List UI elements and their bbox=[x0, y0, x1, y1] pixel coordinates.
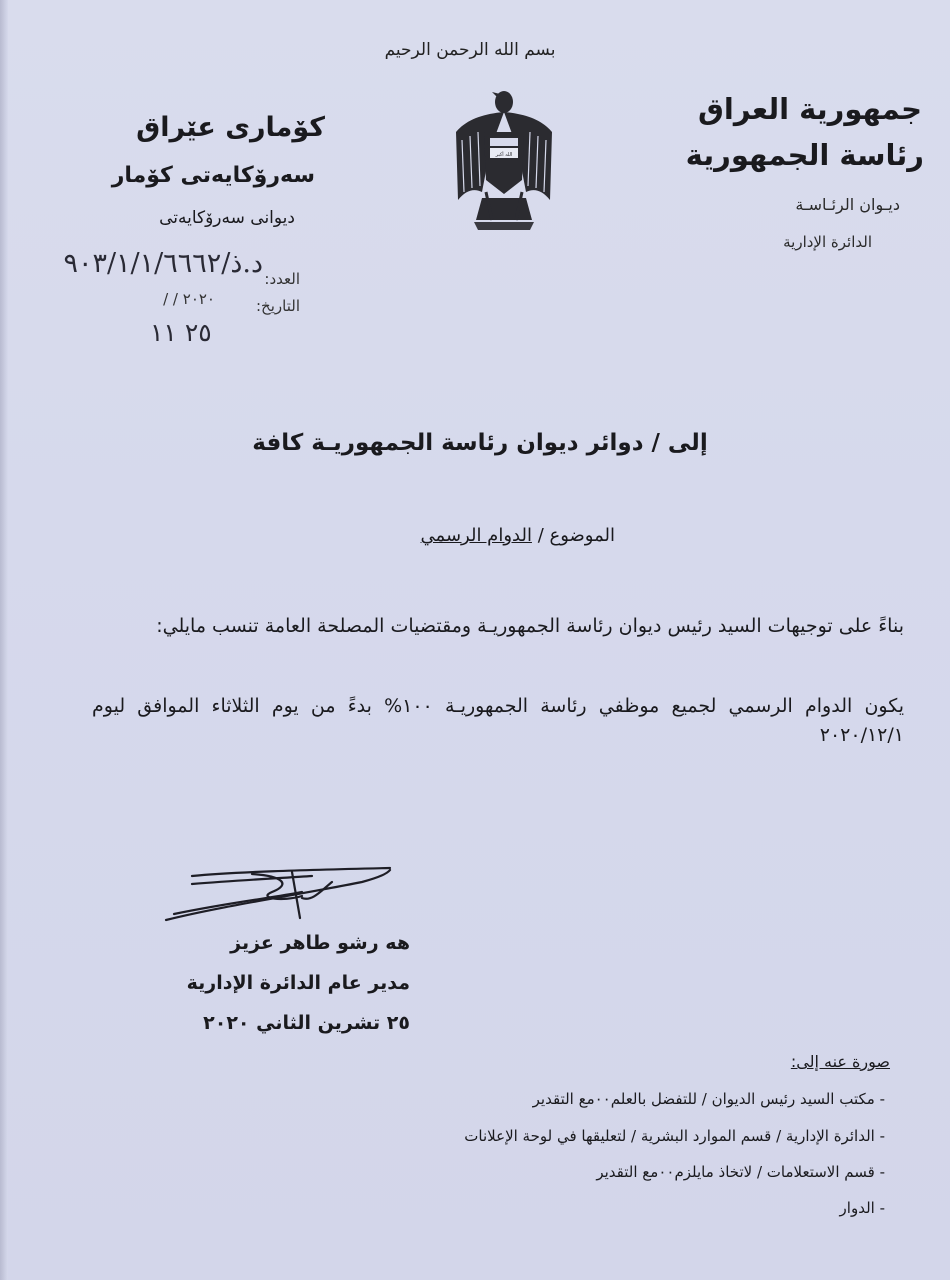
kurdish-header-presidency: سەرۆكایەتی كۆمار bbox=[111, 163, 315, 188]
arabic-header-country: جمهورية العراق bbox=[697, 92, 922, 126]
kurdish-header-diwan: دیوانی سەرۆكایەتی bbox=[159, 208, 295, 228]
copies-heading: صورة عنه إلى: bbox=[790, 1052, 890, 1071]
copies-list-item: - قسم الاستعلامات / لاتخاذ مايلزم٠٠مع التقدير bbox=[596, 1163, 885, 1181]
reference-date-handwritten: ٢٥ ١١ bbox=[150, 318, 212, 347]
subject-label: الموضوع / bbox=[537, 525, 615, 546]
reference-number-handwritten: د.ذ/٩٠٣/١/١/٦٦٦٢ bbox=[63, 248, 263, 279]
body-paragraph-1: بناءً على توجيهات السيد رئيس ديوان رئاسة الجمهوريـة ومقتضيات المصلحة العامة تنسب مايلي: bbox=[156, 615, 904, 637]
handwritten-signature bbox=[162, 862, 394, 930]
subject-line bbox=[360, 525, 615, 546]
addressee-line: إلى / دوائر ديوان رئاسة الجمهوريـة كافة bbox=[252, 430, 708, 456]
signature-date: ٢٥ تشرين الثاني ٢٠٢٠ bbox=[203, 1012, 410, 1034]
paper-shadow-edge bbox=[0, 0, 8, 1280]
signatory-title: مدير عام الدائرة الإدارية bbox=[186, 972, 410, 994]
arabic-header-presidency: رئاسة الجمهورية bbox=[685, 138, 924, 172]
copies-list-item: - الدائرة الإدارية / قسم الموارد البشرية / لتعليقها في لوحة الإعلانات bbox=[464, 1127, 885, 1145]
signatory-name: هه رشو طاهر عزيز bbox=[230, 932, 410, 954]
arabic-header-department: الدائرة الإدارية bbox=[783, 233, 872, 251]
reference-date-label: التاريخ: bbox=[256, 297, 300, 315]
copies-list-item: - مكتب السيد رئيس الديوان / للتفضل بالعلم٠٠مع التقدير bbox=[532, 1090, 885, 1108]
subject-text: الدوام الرسمي bbox=[420, 525, 532, 546]
arabic-header-diwan: ديـوان الرئـاسـة bbox=[795, 195, 900, 214]
copies-list-item: - الدوار bbox=[839, 1199, 885, 1217]
reference-number-label: العدد: bbox=[264, 270, 300, 288]
kurdish-header-country: كۆماری عێراق bbox=[136, 112, 325, 143]
body-paragraph-2: يكون الدوام الرسمي لجميع موظفي رئاسة الجمهوريـة ١٠٠% بدءً من يوم الثلاثاء الموافق ليوم ٢٠٢٠/١٢/١ bbox=[92, 695, 904, 746]
basmala: بسم الله الرحمن الرحيم bbox=[384, 40, 556, 60]
svg-text:الله أكبر: الله أكبر bbox=[495, 152, 513, 158]
reference-date-printed: / / ٢٠٢٠ bbox=[163, 290, 215, 308]
iraq-eagle-emblem-icon bbox=[452, 80, 556, 238]
